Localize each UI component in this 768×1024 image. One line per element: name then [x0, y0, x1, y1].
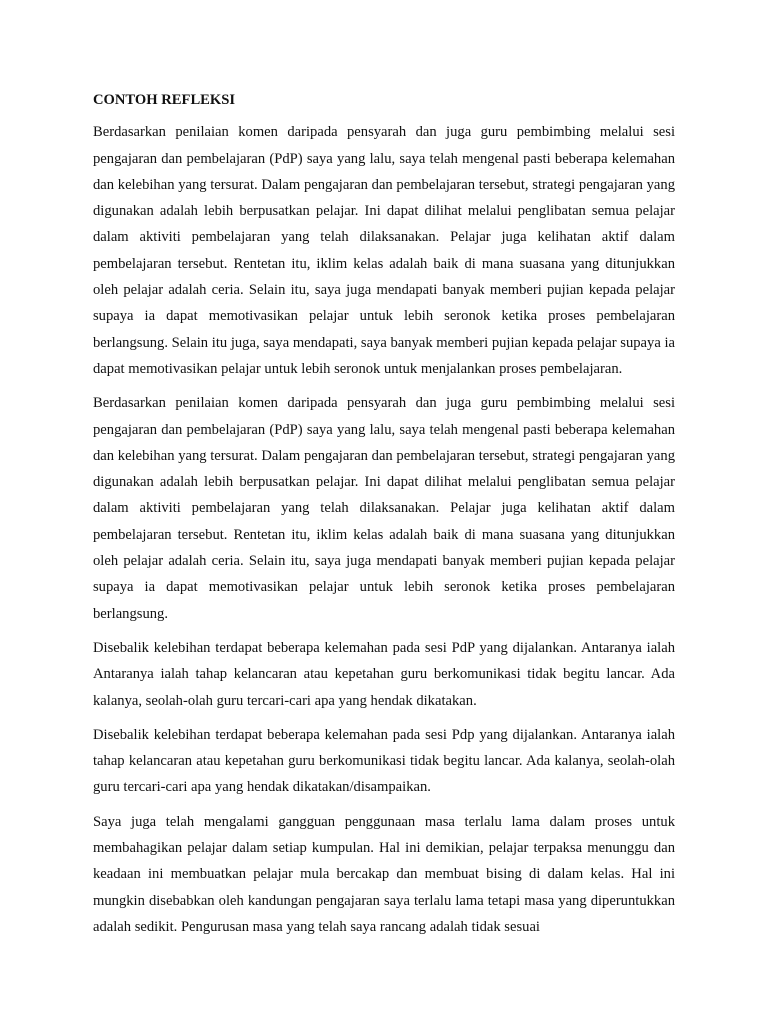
paragraph-2: Berdasarkan penilaian komen daripada pensyarah dan juga guru pembimbing melalui sesi pengajaran dan pembelajaran (PdP) saya yang lalu, saya telah mengenal pasti beberapa kelemahan dan kelebihan yang tersurat. Dalam pengajaran dan pembelajaran tersebut, strategi pengajaran yang digunakan adalah lebih berpusatkan pelajar. Ini dapat dilihat melalui penglibatan semua pelajar dalam aktiviti pembelajaran yang telah dilaksanakan. Pelajar juga kelihatan aktif dalam pembelajaran tersebut. Rentetan itu, iklim kelas adalah baik di mana suasana yang ditunjukkan oleh pelajar adalah ceria. Selain itu, saya juga mendapati banyak memberi pujian kepada pelajar supaya ia dapat memotivasikan pelajar untuk lebih seronok ketika proses pembelajaran berlangsung. — [93, 395, 675, 622]
paragraph-3: Disebalik kelebihan terdapat beberapa kelemahan pada sesi PdP yang dijalankan. Antaranya ialah Antaranya ialah tahap kelancaran atau kepetahan guru berkomunikasi tidak begitu lancar. Ada kalanya, seolah-olah guru tercari-cari apa yang hendak dikatakan. — [93, 639, 675, 709]
paragraph-4: Disebalik kelebihan terdapat beberapa kelemahan pada sesi Pdp yang dijalankan. Antaranya ialah tahap kelancaran atau kepetahan guru berkomunikasi tidak begitu lancar. Ada kalanya, seolah-olah guru tercari-cari apa yang hendak dikatakan/disampaikan. — [93, 726, 675, 796]
document-title: CONTOH REFLEKSI — [93, 92, 236, 108]
paragraph-5: Saya juga telah mengalami gangguan penggunaan masa terlalu lama dalam proses untuk membahagikan pelajar dalam setiap kumpulan. Hal ini demikian, pelajar terpaksa menunggu dan keadaan ini membuatkan pelajar mula bercakap dan membuat bising di dalam kelas. Hal ini mungkin disebabkan oleh kandungan pengajaran saya terlalu lama tetapi masa yang diperuntukkan adalah sedikit. Pengurusan masa yang telah saya rancang adalah tidak sesuai — [93, 813, 675, 935]
document-body — [93, 87, 675, 948]
paragraph-1: Berdasarkan penilaian komen daripada pensyarah dan juga guru pembimbing melalui sesi pengajaran dan pembelajaran (PdP) saya yang lalu, saya telah mengenal pasti beberapa kelemahan dan kelebihan yang tersurat. Dalam pengajaran dan pembelajaran tersebut, strategi pengajaran yang digunakan adalah lebih berpusatkan pelajar. Ini dapat dilihat melalui penglibatan semua pelajar dalam aktiviti pembelajaran yang telah dilaksanakan. Pelajar juga kelihatan aktif dalam pembelajaran tersebut. Rentetan itu, iklim kelas adalah baik di mana suasana yang ditunjukkan oleh pelajar adalah ceria. Selain itu, saya juga mendapati banyak memberi pujian kepada pelajar supaya ia dapat memotivasikan pelajar untuk lebih seronok ketika proses pembelajaran berlangsung. Selain itu juga, saya mendapati, saya banyak memberi pujian kepada pelajar supaya ia dapat memotivasikan pelajar untuk lebih seronok untuk menjalankan proses pembelajaran. — [93, 124, 675, 377]
